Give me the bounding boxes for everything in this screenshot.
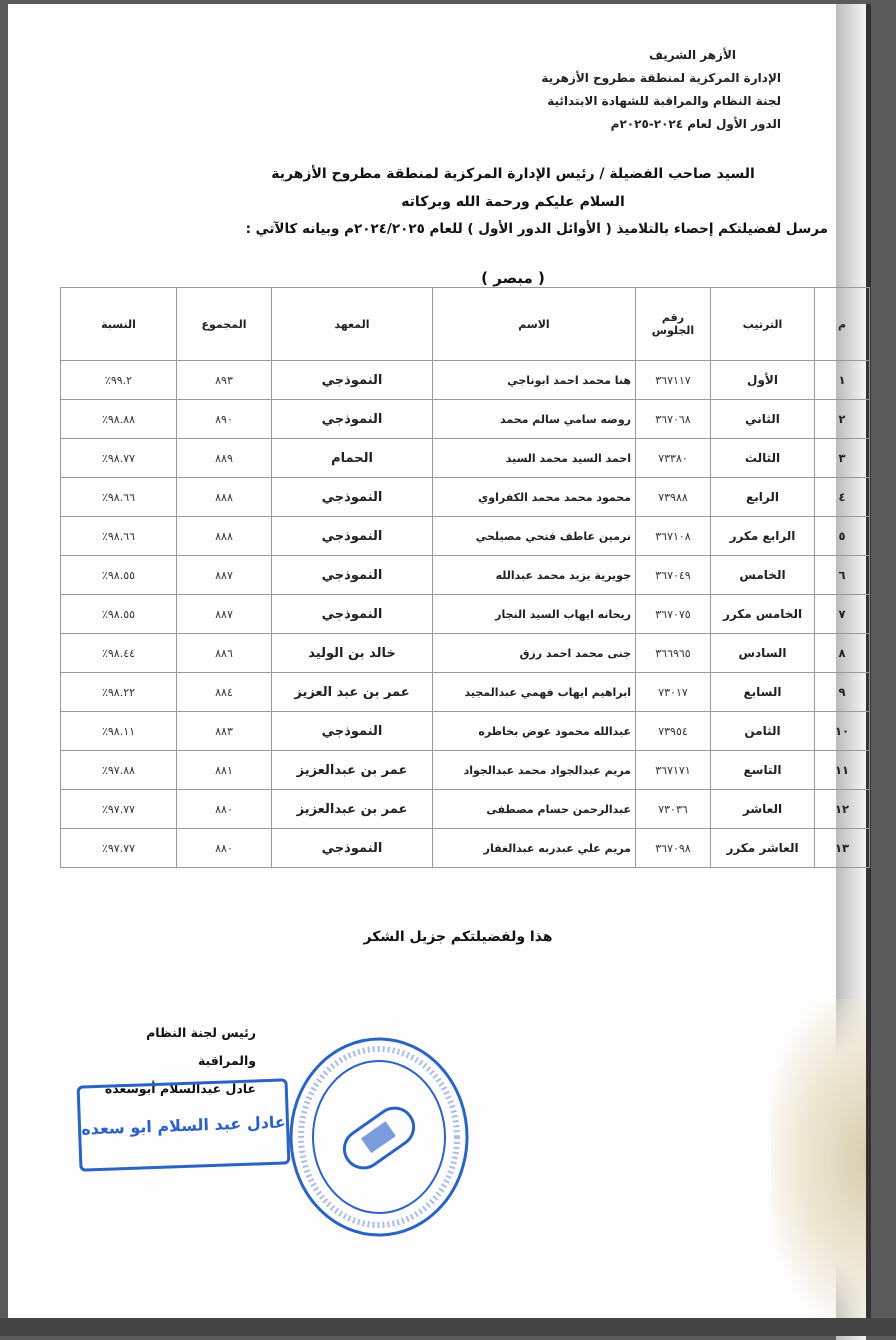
letterhead-line: الأزهر الشريف (648, 48, 736, 62)
letterhead-line: الإدارة المركزية لمنطقة مطروح الأزهرية (541, 71, 781, 85)
cell-rank: العاشر مكرر (711, 829, 815, 868)
cell-pct: ٩٨.٥٥٪ (61, 556, 177, 595)
table-row (61, 478, 870, 517)
cell-inst: عمر بن عبدالعزيز (272, 751, 433, 790)
cell-total: ٨٨٠ (177, 790, 272, 829)
cell-seat: ٣٦٧١٧١ (636, 751, 711, 790)
cell-rank: السادس (711, 634, 815, 673)
cell-inst: النموذجي (272, 361, 433, 400)
cell-inst: النموذجي (272, 712, 433, 751)
cell-n: ٤ (815, 478, 870, 517)
header-rank: الترتيب (711, 288, 815, 361)
cell-pct: ٩٨.٨٨٪ (61, 400, 177, 439)
cell-name: نرمين عاطف فتحي مصيلحي (433, 517, 636, 556)
cell-total: ٨٨٠ (177, 829, 272, 868)
cell-seat: ٣٦٧١١٧ (636, 361, 711, 400)
cell-pct: ٩٨.٦٦٪ (61, 517, 177, 556)
cell-total: ٨٩٣ (177, 361, 272, 400)
cell-inst: عمر بن عبد العزيز (272, 673, 433, 712)
cell-name: جنى محمد احمد رزق (433, 634, 636, 673)
scan-bottom-edge (0, 1318, 896, 1336)
table-row (61, 751, 870, 790)
cell-n: ٢ (815, 400, 870, 439)
greeting: السلام عليكم ورحمة الله وبركاته (401, 194, 625, 210)
table-row (61, 595, 870, 634)
cell-name: ابراهيم ايهاب فهمي عبدالمجيد (433, 673, 636, 712)
closing-text: هذا ولفضيلتكم جزيل الشكر (363, 929, 553, 945)
signatory-name: عادل عبدالسلام أبوسعده (104, 1081, 256, 1096)
cell-n: ٨ (815, 634, 870, 673)
intro-text: مرسل لفضيلتكم إحصاء بالتلاميذ ( الأوائل الدور الأول ) للعام ٢٠٢٤/٢٠٢٥م وبيانه كالآتي : (245, 221, 828, 237)
cell-rank: السابع (711, 673, 815, 712)
table-row (61, 790, 870, 829)
cell-inst: النموذجي (272, 829, 433, 868)
cell-total: ٨٨٩ (177, 439, 272, 478)
table-header-row (61, 288, 870, 361)
cell-rank: الرابع (711, 478, 815, 517)
cell-pct: ٩٨.٤٤٪ (61, 634, 177, 673)
cell-name: جويرية يزيد محمد عبدالله (433, 556, 636, 595)
cell-rank: العاشر (711, 790, 815, 829)
cell-n: ٦ (815, 556, 870, 595)
cell-n: ٩ (815, 673, 870, 712)
name-stamp-text: عادل عبد السلام ابو سعده (80, 1111, 287, 1139)
cell-rank: الثالث (711, 439, 815, 478)
cell-inst: النموذجي (272, 400, 433, 439)
cell-seat: ٣٦٧١٠٨ (636, 517, 711, 556)
cell-seat: ٧٣٠٣٦ (636, 790, 711, 829)
cell-total: ٨٨٤ (177, 673, 272, 712)
cell-n: ١٠ (815, 712, 870, 751)
cell-name: عبدالله محمود عوض بخاطره (433, 712, 636, 751)
cell-name: روضه سامي سالم محمد (433, 400, 636, 439)
cell-seat: ٣٦٧٠٩٨ (636, 829, 711, 868)
cell-name: مريم علي عبدربه عبدالغفار (433, 829, 636, 868)
cell-rank: الرابع مكرر (711, 517, 815, 556)
cell-pct: ٩٧.٧٧٪ (61, 829, 177, 868)
cell-pct: ٩٨.١١٪ (61, 712, 177, 751)
cell-n: ١ (815, 361, 870, 400)
cell-pct: ٩٧.٨٨٪ (61, 751, 177, 790)
cell-seat: ٣٦٦٩٦٥ (636, 634, 711, 673)
table-row (61, 556, 870, 595)
cell-n: ١٣ (815, 829, 870, 868)
letterhead (541, 44, 781, 136)
header-percentage: النسبة (61, 288, 177, 361)
cell-total: ٨٨٧ (177, 556, 272, 595)
header-name: الاسم (433, 288, 636, 361)
cell-n: ٧ (815, 595, 870, 634)
table-row (61, 673, 870, 712)
header-institute: المعهد (272, 288, 433, 361)
cell-rank: الثاني (711, 400, 815, 439)
cell-name: محمود محمد محمد الكفراوي (433, 478, 636, 517)
cell-seat: ٧٣٣٨٠ (636, 439, 711, 478)
cell-total: ٨٩٠ (177, 400, 272, 439)
addressee: السيد صاحب الفضيلة / رئيس الإدارة المركزية لمنطقة مطروح الأزهرية (271, 166, 755, 182)
cell-pct: ٩٩.٢٪ (61, 361, 177, 400)
cell-total: ٨٨٦ (177, 634, 272, 673)
cell-rank: الثامن (711, 712, 815, 751)
signatory-title: رئيس لجنة النظام والمراقبة (146, 1025, 256, 1068)
cell-n: ٣ (815, 439, 870, 478)
cell-rank: الخامس (711, 556, 815, 595)
cell-total: ٨٨٣ (177, 712, 272, 751)
cell-pct: ٩٨.٦٦٪ (61, 478, 177, 517)
cell-inst: خالد بن الوليد (272, 634, 433, 673)
table-body (61, 361, 870, 868)
cell-seat: ٧٣٩٨٨ (636, 478, 711, 517)
header-seat-number: رقم الجلوس (636, 288, 711, 361)
table-row (61, 634, 870, 673)
table-row (61, 439, 870, 478)
cell-pct: ٩٧.٧٧٪ (61, 790, 177, 829)
letterhead-line: لجنة النظام والمراقبة للشهادة الابتدائية (547, 94, 781, 108)
cell-name: مريم عبدالجواد محمد عبدالجواد (433, 751, 636, 790)
cell-name: عبدالرحمن حسام مصطفى (433, 790, 636, 829)
cell-inst: الحمام (272, 439, 433, 478)
letterhead-line: الدور الأول لعام ٢٠٢٤-٢٠٢٥م (610, 117, 781, 131)
cell-rank: الأول (711, 361, 815, 400)
cell-seat: ٧٣٠١٧ (636, 673, 711, 712)
cell-total: ٨٨٨ (177, 517, 272, 556)
table-row (61, 400, 870, 439)
cell-n: ٥ (815, 517, 870, 556)
document-page (8, 4, 871, 1318)
table-row (61, 517, 870, 556)
cell-rank: الخامس مكرر (711, 595, 815, 634)
cell-inst: عمر بن عبدالعزيز (272, 790, 433, 829)
cell-n: ١١ (815, 751, 870, 790)
official-seal-icon (286, 1034, 472, 1240)
cell-pct: ٩٨.٧٧٪ (61, 439, 177, 478)
table-row (61, 829, 870, 868)
cell-seat: ٣٦٧٠٧٥ (636, 595, 711, 634)
cell-seat: ٧٣٩٥٤ (636, 712, 711, 751)
cell-total: ٨٨٧ (177, 595, 272, 634)
cell-pct: ٩٨.٥٥٪ (61, 595, 177, 634)
cell-inst: النموذجي (272, 478, 433, 517)
cell-seat: ٣٦٧٠٤٩ (636, 556, 711, 595)
cell-seat: ٣٦٧٠٦٨ (636, 400, 711, 439)
top-students-table (60, 287, 870, 868)
table-row (61, 361, 870, 400)
table-row (61, 712, 870, 751)
cell-inst: النموذجي (272, 517, 433, 556)
region-label: ( مبصر ) (481, 269, 545, 287)
cell-total: ٨٨١ (177, 751, 272, 790)
cell-n: ١٢ (815, 790, 870, 829)
header-total: المجموع (177, 288, 272, 361)
cell-name: ريحانه ايهاب السيد النجار (433, 595, 636, 634)
cell-total: ٨٨٨ (177, 478, 272, 517)
cell-rank: التاسع (711, 751, 815, 790)
cell-name: هنا محمد احمد ابوناجي (433, 361, 636, 400)
name-stamp (77, 1078, 291, 1171)
cell-inst: النموذجي (272, 556, 433, 595)
cell-name: احمد السيد محمد السيد (433, 439, 636, 478)
cell-inst: النموذجي (272, 595, 433, 634)
cell-pct: ٩٨.٢٢٪ (61, 673, 177, 712)
paper-stain (771, 999, 866, 1319)
header-index: م (815, 288, 870, 361)
